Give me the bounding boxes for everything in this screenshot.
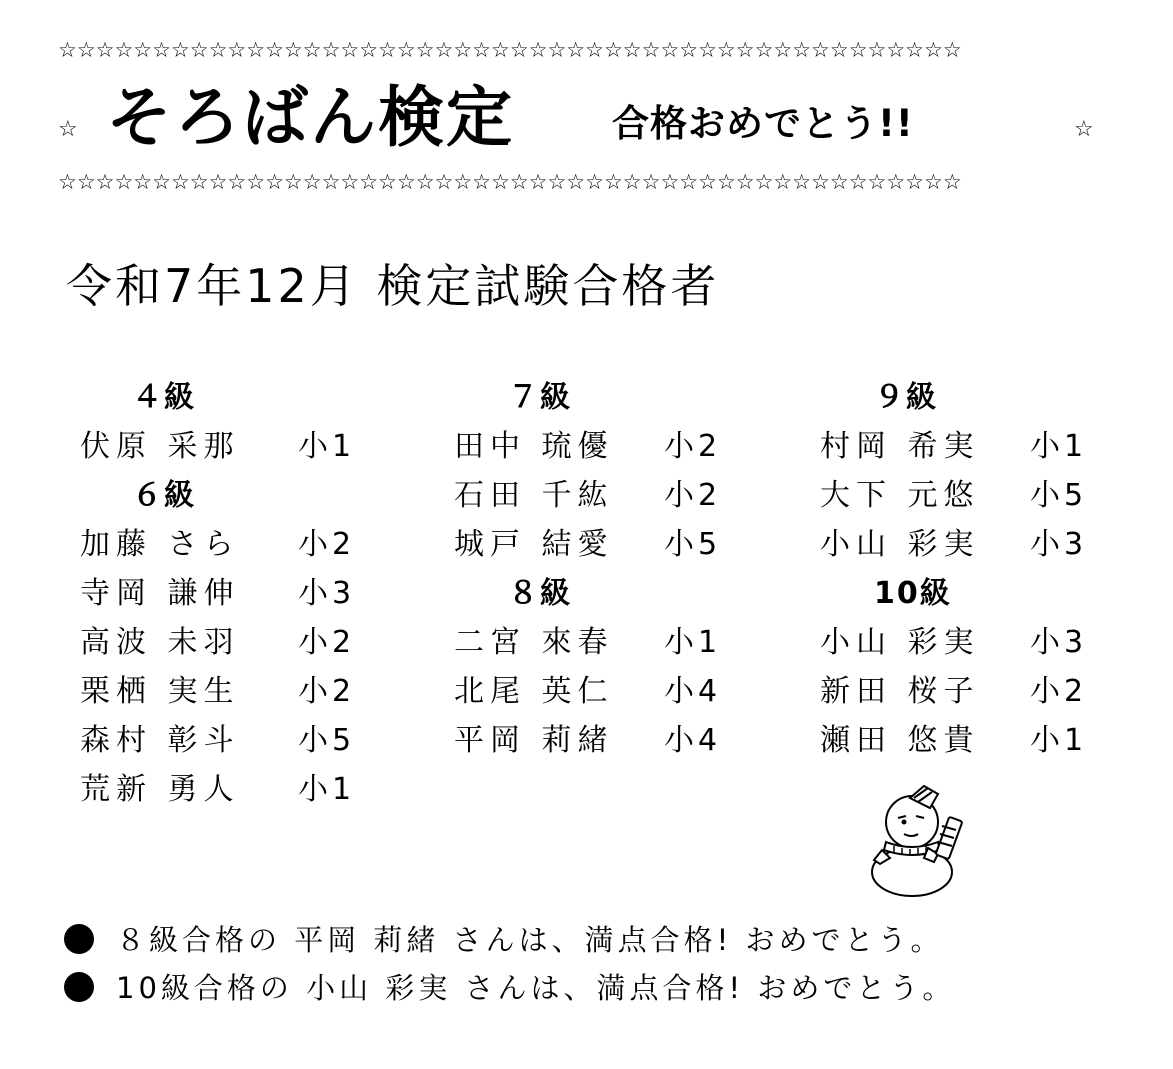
school-grade: 小4 [664,674,722,709]
results-column-1 [70,374,390,815]
perfect-score-note [64,968,955,1008]
school-grade: 小5 [1030,478,1088,513]
student-name: 北尾 英仁 [454,674,614,709]
student-name: 平岡 莉緒 [454,723,614,758]
school-grade: 小2 [298,527,356,562]
list-item [70,717,390,766]
list-item [810,619,1130,668]
student-name: 栗栖 実生 [80,674,240,709]
student-name: 小山 彩実 [820,527,980,562]
list-item [444,472,764,521]
list-item [810,668,1130,717]
star-border-top: ☆☆☆☆☆☆☆☆☆☆☆☆☆☆☆☆☆☆☆☆☆☆☆☆☆☆☆☆☆☆☆☆☆☆☆☆☆☆☆☆☆☆☆☆☆☆☆☆ [58,38,962,62]
grade-heading: ６級 [132,478,196,513]
school-grade: 小3 [298,576,356,611]
school-grade: 小1 [1030,723,1088,758]
snowman-mascot-illustration [858,780,980,898]
grade-heading: ８級 [508,576,572,611]
list-item [810,521,1130,570]
list-item [444,668,764,717]
student-name: 城戸 結愛 [454,527,614,562]
student-name: 加藤 さら [80,527,240,562]
note-text: ８級合格の 平岡 莉緒 さんは、満点合格! おめでとう。 [116,923,944,957]
grade-heading-row [444,570,764,619]
grade-heading: ４級 [132,380,196,415]
banner-subtitle: 合格おめでとう!! [612,102,914,145]
student-name: 田中 琉優 [454,429,614,464]
star-icon-right: ☆ [1074,117,1094,142]
student-name: 瀬田 悠貴 [820,723,980,758]
school-grade: 小2 [298,625,356,660]
grade-heading: ９級 [874,380,938,415]
school-grade: 小1 [1030,429,1088,464]
grade-heading: 10級 [874,576,952,611]
student-name: 寺岡 謙伸 [80,576,240,611]
grade-heading-row [444,374,764,423]
student-name: 高波 未羽 [80,625,240,660]
star-icon-left: ☆ [58,117,78,142]
student-name: 村岡 希実 [820,429,980,464]
student-name: 二宮 來春 [454,625,614,660]
school-grade: 小2 [664,429,722,464]
grade-heading-row [810,570,1130,619]
list-item [444,423,764,472]
list-item [70,766,390,815]
school-grade: 小4 [664,723,722,758]
list-item [70,570,390,619]
school-grade: 小2 [664,478,722,513]
perfect-score-note [64,920,944,960]
student-name: 大下 元悠 [820,478,980,513]
list-item [70,521,390,570]
grade-heading-row [810,374,1130,423]
note-text: 10級合格の 小山 彩実 さんは、満点合格! おめでとう。 [116,971,956,1005]
grade-heading: ７級 [508,380,572,415]
grade-heading-row [70,374,390,423]
student-name: 荒新 勇人 [80,772,240,807]
results-column-3 [810,374,1130,766]
list-item [70,423,390,472]
list-item [810,717,1130,766]
student-name: 伏原 采那 [80,429,240,464]
bullet-icon [64,972,94,1002]
list-item [70,668,390,717]
banner-title: そろばん検定 [106,79,514,156]
student-name: 新田 桜子 [820,674,980,709]
student-name: 森村 彰斗 [80,723,240,758]
list-item [70,619,390,668]
list-item [810,423,1130,472]
page-title: 令和7年12月 検定試験合格者 [66,259,720,313]
school-grade: 小2 [1030,674,1088,709]
student-name: 石田 千紘 [454,478,614,513]
school-grade: 小1 [298,772,356,807]
results-column-2 [444,374,764,766]
star-border-bottom: ☆☆☆☆☆☆☆☆☆☆☆☆☆☆☆☆☆☆☆☆☆☆☆☆☆☆☆☆☆☆☆☆☆☆☆☆☆☆☆☆☆☆☆☆☆☆☆☆ [58,170,962,194]
school-grade: 小2 [298,674,356,709]
school-grade: 小1 [664,625,722,660]
list-item [444,521,764,570]
school-grade: 小5 [664,527,722,562]
bullet-icon [64,924,94,954]
list-item [444,717,764,766]
grade-heading-row [70,472,390,521]
list-item [810,472,1130,521]
school-grade: 小3 [1030,527,1088,562]
school-grade: 小3 [1030,625,1088,660]
school-grade: 小5 [298,723,356,758]
student-name: 小山 彩実 [820,625,980,660]
school-grade: 小1 [298,429,356,464]
list-item [444,619,764,668]
